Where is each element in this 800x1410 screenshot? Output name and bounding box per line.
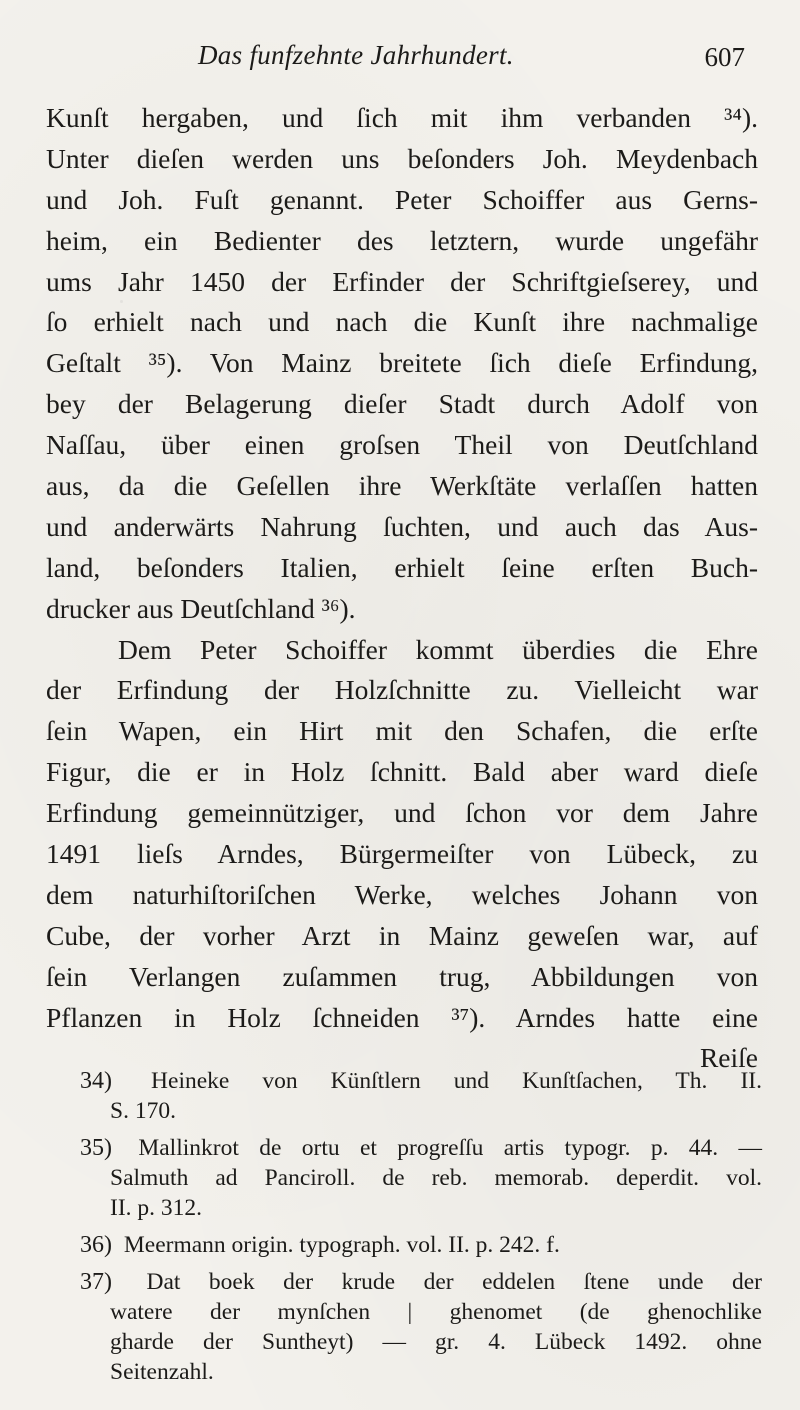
footnote-number: 36): [80, 1232, 112, 1258]
text-line: bey der Belagerung dieſer Stadt durch Adolf von: [46, 388, 758, 420]
catchword: Reiſe: [699, 1042, 758, 1074]
footnotes: [80, 1066, 762, 1394]
text-line: 1491 lieſs Arndes, Bürgermeiſter von Lübeck, zu: [46, 838, 758, 870]
main-text: [46, 98, 758, 1079]
text-line: Geſtalt ³⁵). Von Mainz breitete ſich dieſe Erfindung,: [46, 347, 758, 379]
text-line: ſein Wapen, ein Hirt mit den Schafen, die erſte: [46, 715, 758, 747]
text-line: dem naturhiſtoriſchen Werke, welches Johann von: [46, 878, 758, 910]
text-line: Figur, die er in Holz ſchnitt. Bald aber ward dieſe: [46, 756, 758, 788]
footnote-36: [80, 1230, 762, 1260]
text-line: der Erfindung der Holzſchnitte zu. Vielleicht war: [46, 674, 758, 706]
text-line: Naſſau, über einen groſsen Theil von Deutſchland: [46, 429, 758, 461]
footnote-text: Seitenzahl.: [110, 1359, 214, 1385]
text-line: ſo erhielt nach und nach die Kunſt ihre nachmalige: [46, 306, 758, 338]
footnote-text: Salmuth ad Panciroll. de reb. memorab. deperdit. vol.: [110, 1165, 762, 1191]
footnote-text: Dat boek der krude der eddelen ſtene unde der: [146, 1269, 762, 1295]
footnote-number: 37): [80, 1269, 112, 1295]
text-line: drucker aus Deutſchland ³⁶).: [46, 592, 356, 624]
footnote-text: gharde der Suntheyt) — gr. 4. Lübeck 1492. ohne: [110, 1329, 762, 1355]
text-line: aus, da die Geſellen ihre Werkſtäte verlaſſen hatten: [46, 470, 758, 502]
text-line: Kunſt hergaben, und ſich mit ihm verbanden ³⁴).: [46, 102, 758, 133]
footnote-number: 34): [80, 1068, 112, 1094]
text-line: Dem Peter Schoiffer kommt überdies die Ehre: [118, 633, 758, 665]
footnote-text: watere der mynſchen | ghenomet (de ghenochlike: [110, 1299, 762, 1325]
text-line: Unter dieſen werden uns beſonders Joh. Meydenbach: [46, 142, 758, 174]
footnote-37: [80, 1267, 762, 1387]
text-line: Pflanzen in Holz ſchneiden ³⁷). Arndes hatte eine: [46, 1001, 758, 1033]
text-line: und Joh. Fuſt genannt. Peter Schoiffer aus Gerns-: [46, 183, 758, 215]
footnote-text: Mallinkrot de ortu et progreſſu artis typogr. p. 44. —: [138, 1135, 763, 1161]
footnote-text: Heineke von Künſtlern und Kunſtſachen, Th. II.: [151, 1068, 762, 1094]
footnote-34: [80, 1066, 762, 1126]
text-line: ſein Verlangen zuſammen trug, Abbildungen von: [46, 960, 758, 992]
footnote-text: II. p. 312.: [110, 1195, 203, 1221]
running-title: Das funfzehnte Jahrhundert.: [198, 40, 514, 70]
footnote-text: S. 170.: [110, 1098, 176, 1124]
page-header: [190, 38, 745, 78]
text-line: Cube, der vorher Arzt in Mainz geweſen war, auf: [46, 919, 758, 951]
text-line: land, beſonders Italien, erhielt ſeine erſten Buch-: [46, 551, 758, 583]
page-number: 607: [704, 42, 745, 72]
text-line: ums Jahr 1450 der Erfinder der Schriftgieſserey, und: [46, 265, 758, 297]
text-line: Erfindung gemeinnütziger, und ſchon vor dem Jahre: [46, 797, 758, 829]
footnote-number: 35): [80, 1135, 112, 1161]
text-line: heim, ein Bedienter des letztern, wurde ungefähr: [46, 224, 758, 256]
footnote-35: [80, 1133, 762, 1223]
footnote-text: Meermann origin. typograph. vol. II. p. 242. f.: [123, 1232, 560, 1258]
text-line: und anderwärts Nahrung ſuchten, und auch das Aus-: [46, 510, 758, 542]
